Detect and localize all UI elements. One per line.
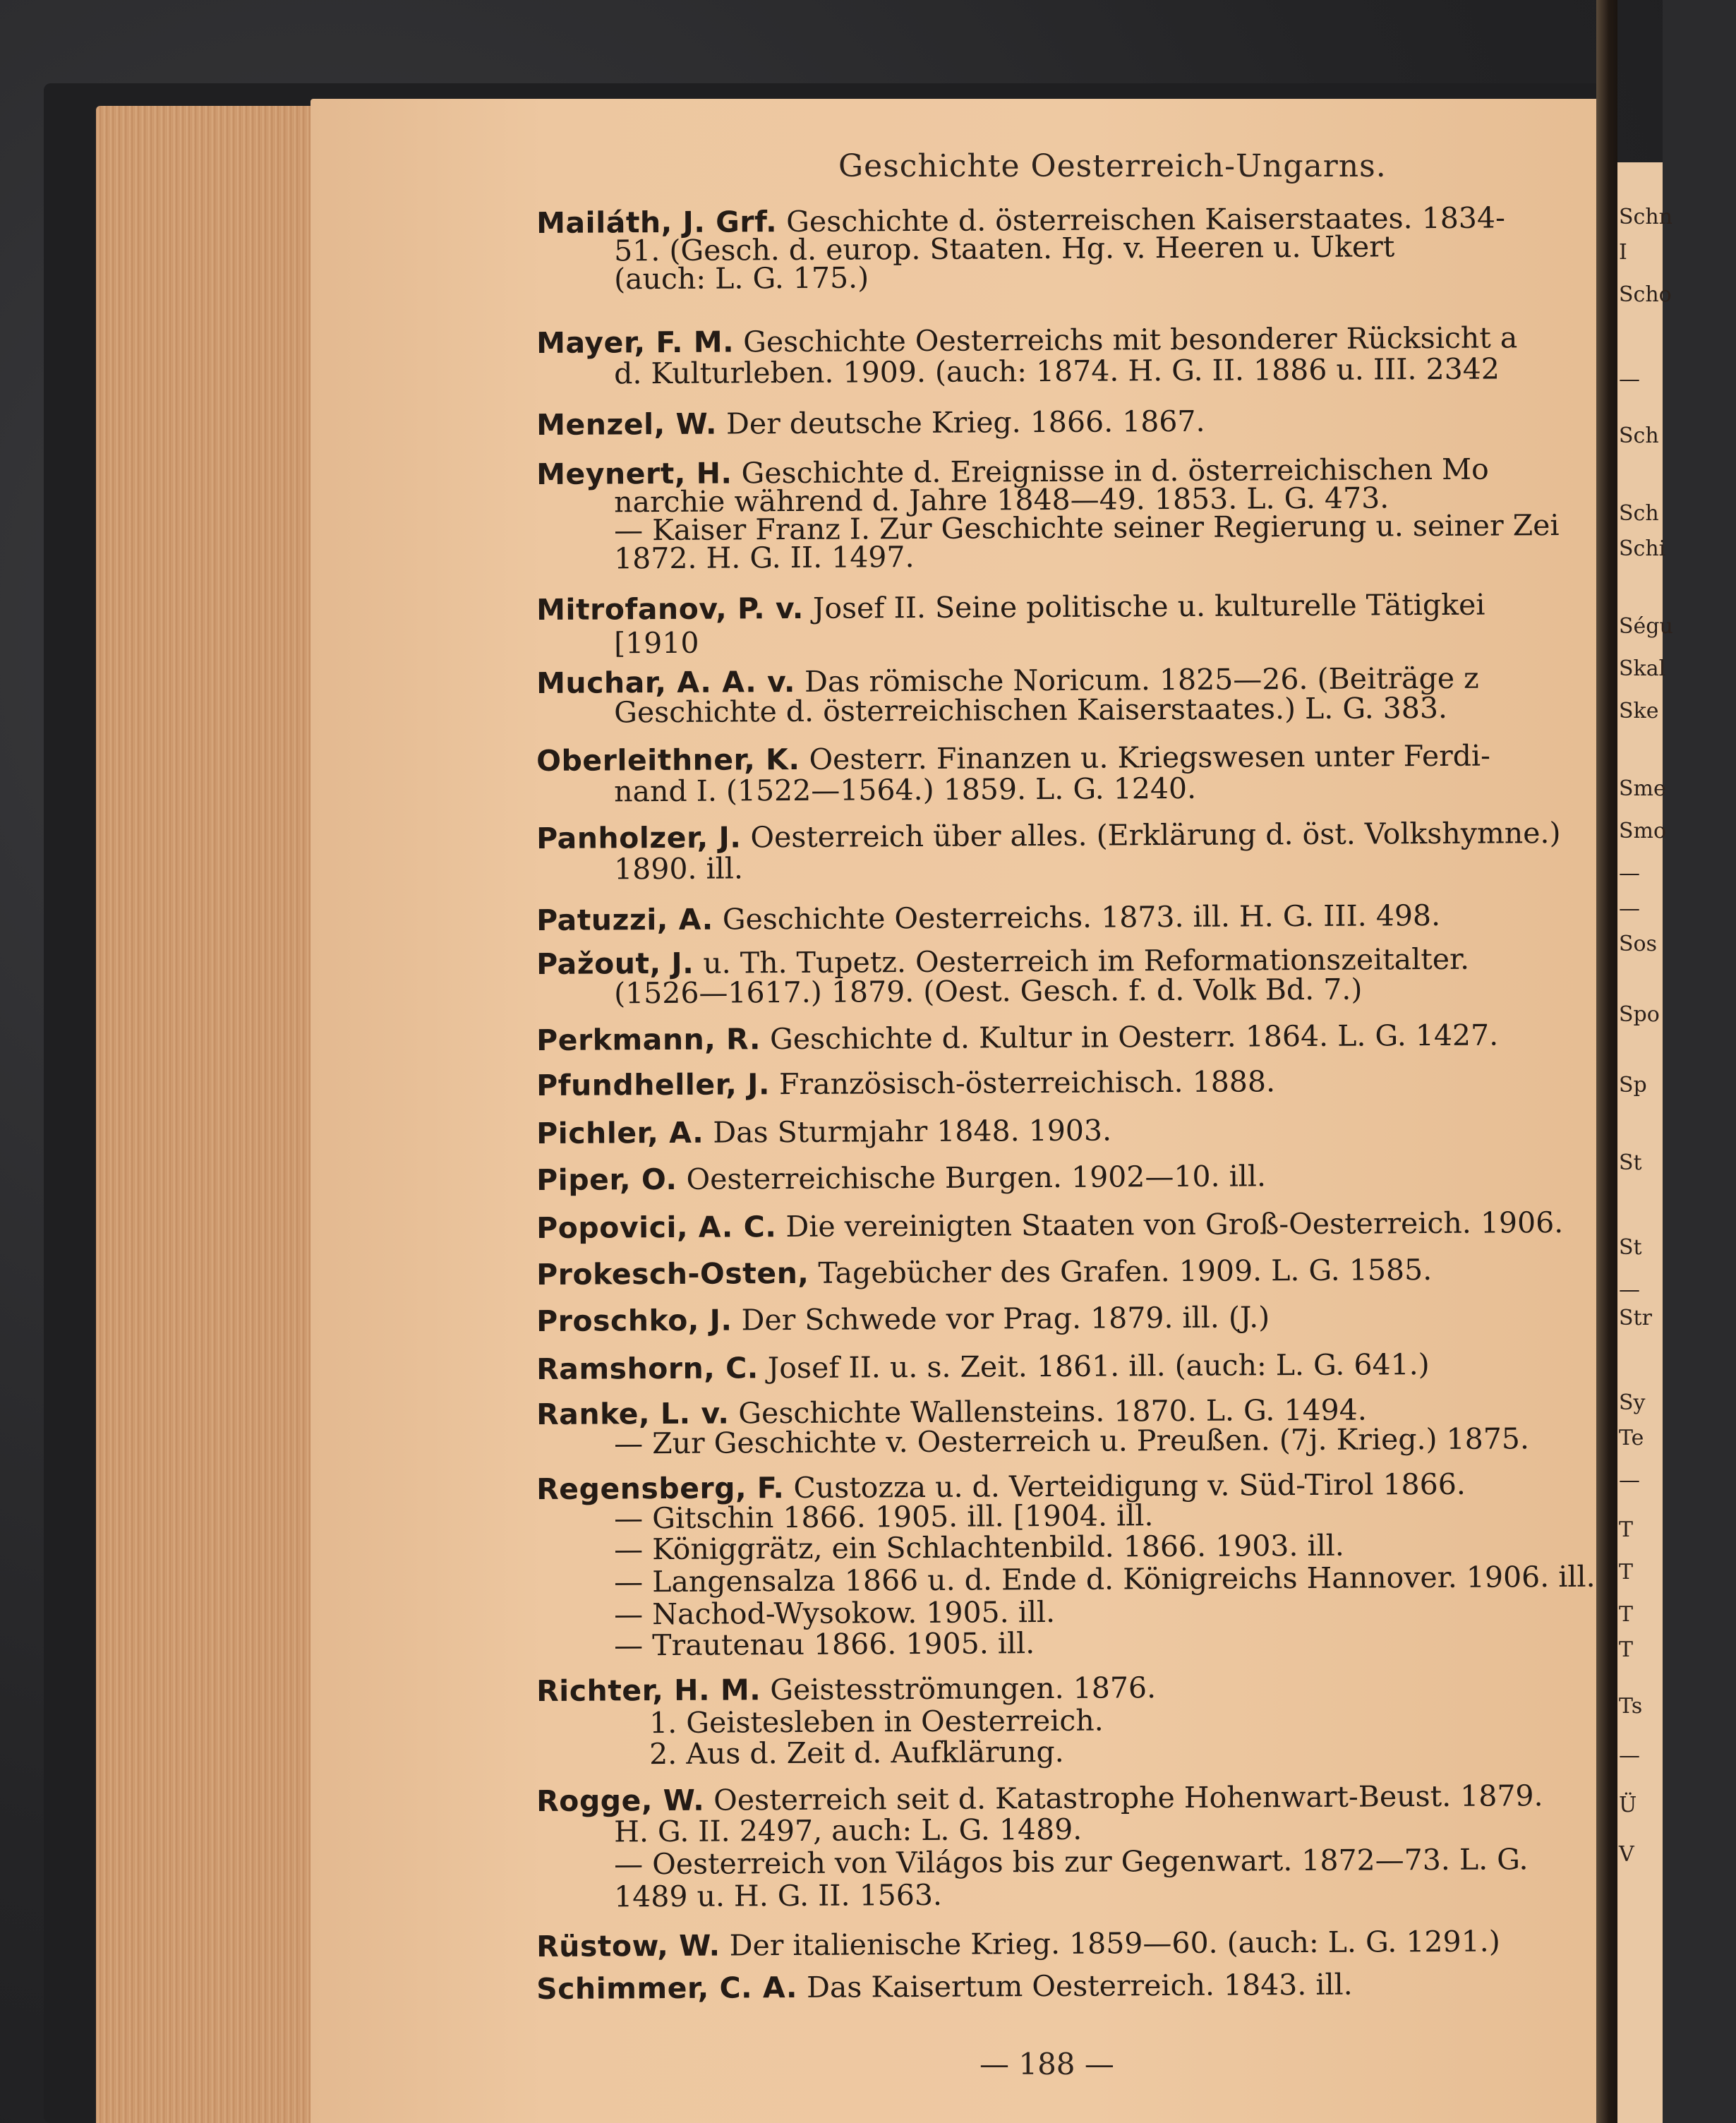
entry-author: Pažout, J. [536, 946, 694, 981]
entry-text: — Gitschin 1866. 1905. ill. [1904. ill. [614, 1498, 1154, 1536]
entry-line [536, 1204, 1623, 1246]
entry-line [536, 1621, 1701, 1664]
entry-text: Der italienische Krieg. 1859—60. (auch: L. G. 1291.) [720, 1924, 1500, 1963]
entry-text: 1. Geistesleben in Oesterreich. [649, 1703, 1104, 1740]
entry-author: Pichler, A. [536, 1115, 704, 1150]
entry-text: narchie während d. Jahre 1848—49. 1853. L. G. 473. [614, 481, 1390, 519]
facing-page-fragment: Sch [1619, 501, 1659, 526]
entry-text: Der deutsche Krieg. 1866. 1867. [716, 404, 1205, 441]
entry-line [536, 255, 1701, 298]
entry-line [536, 619, 1701, 662]
entry-author: Popovici, A. C. [536, 1210, 777, 1245]
entry-text: Custozza u. d. Verteidigung v. Süd-Tirol 1866. [784, 1467, 1466, 1505]
entry-text: Geschichte Oesterreichs. 1873. ill. H. G. III. 498. [713, 898, 1441, 937]
facing-page-fragment: Scho [1619, 282, 1672, 307]
entry-line [536, 1923, 1623, 1965]
facing-page-fragment: T [1619, 1517, 1634, 1542]
facing-page-fragment: St [1619, 1150, 1642, 1175]
entry-text: Geschichte Oesterreichs mit besonderer Rücksicht a [734, 320, 1518, 359]
facing-page-fragment: — [1619, 896, 1640, 921]
entry-line [536, 969, 1701, 1012]
entry-author: Oberleithner, K. [536, 742, 800, 778]
entry-text: — Langensalza 1866 u. d. Ende d. Königreichs Hannover. 1906. ill. [614, 1559, 1596, 1599]
entry-text: Geschichte d. österreichischen Kaiserstaates.) L. G. 383. [614, 690, 1448, 730]
facing-page-fragment: Sy [1619, 1390, 1646, 1415]
entry-text: 1489 u. H. G. II. 1563. [614, 1877, 943, 1914]
facing-page-fragment: Sch [1619, 423, 1659, 448]
facing-page-fragment: — [1619, 861, 1640, 886]
page-number: — 188 — [979, 2047, 1114, 2081]
facing-page-fragment: Schn [1619, 205, 1672, 229]
entry-author: Mailáth, J. Grf. [536, 205, 778, 240]
entry-text: Französisch-österreichisch. 1888. [769, 1064, 1276, 1102]
entry-author: Muchar, A. A. v. [536, 664, 796, 700]
entry-text: Das Kaisertum Oesterreich. 1843. ill. [797, 1967, 1353, 2004]
entry-text: Geistesströmungen. 1876. [761, 1671, 1157, 1707]
facing-page-fragment: Sp [1619, 1073, 1647, 1097]
entry-author: Pfundheller, J. [536, 1067, 771, 1102]
entry-author: Ramshorn, C. [536, 1351, 759, 1386]
entry-author: Rüstow, W. [536, 1928, 721, 1963]
facing-page-fragment: — [1619, 367, 1640, 392]
entry-text: Der Schwede vor Prag. 1879. ill. (J.) [732, 1300, 1270, 1337]
entry-text: Josef II. u. s. Zeit. 1861. ill. (auch: L. G. 641.) [758, 1347, 1430, 1385]
facing-page-fragment: — [1619, 1468, 1640, 1493]
entry-line [536, 1016, 1623, 1059]
entry-text: Geschichte Wallensteins. 1870. L. G. 1494. [729, 1393, 1367, 1431]
entry-text: Oesterr. Finanzen u. Kriegswesen unter Ferdi- [800, 738, 1491, 776]
entry-author: Richter, H. M. [536, 1673, 761, 1708]
entry-text: H. G. II. 2497, auch: L. G. 1489. [614, 1812, 1083, 1849]
entry-author: Patuzzi, A. [536, 902, 713, 937]
entry-text: 2. Aus d. Zeit d. Aufklärung. [649, 1734, 1064, 1772]
facing-page-fragment: Schi [1619, 536, 1666, 561]
entry-line [536, 1109, 1623, 1152]
entry-line [536, 1345, 1623, 1388]
facing-page-fragment: — [1619, 1743, 1640, 1768]
entry-text: Das Sturmjahr 1848. 1903. [704, 1113, 1112, 1150]
entry-line [536, 896, 1623, 939]
entry-author: Proschko, J. [536, 1303, 733, 1338]
entry-text: Geschichte d. Kultur in Oesterr. 1864. L. G. 1427. [760, 1018, 1499, 1057]
facing-page-fragment: Smo [1619, 819, 1667, 843]
facing-page-fragment: Sos [1619, 932, 1658, 956]
entry-text: 1890. ill. [614, 851, 744, 886]
facing-page-fragment: Te [1619, 1426, 1644, 1450]
entry-text: Geschichte d. Ereignisse in d. österreichischen Mo [732, 452, 1489, 491]
entry-line [536, 349, 1701, 392]
facing-page-fragment: T [1619, 1637, 1634, 1662]
entry-line [536, 845, 1701, 888]
entry-line [536, 1062, 1623, 1104]
entry-text: Die vereinigten Staaten von Groß-Oesterreich. 1906. [776, 1205, 1564, 1244]
facing-page-fragment: V [1619, 1842, 1634, 1867]
entry-line [536, 1872, 1701, 1915]
entry-author: Mayer, F. M. [536, 325, 735, 360]
facing-page-fragment: Str [1619, 1306, 1652, 1330]
entry-line [536, 1730, 1736, 1773]
facing-page-fragment: St [1619, 1235, 1642, 1260]
entry-text: nand I. (1522—1564.) 1859. L. G. 1240. [614, 771, 1197, 809]
bibliography-entries [536, 200, 1609, 2011]
entry-text: Geschichte d. österreischen Kaiserstaates. 1834- [777, 200, 1506, 239]
entry-text: Das römische Noricum. 1825—26. (Beiträge z [795, 661, 1479, 699]
entry-line [536, 767, 1701, 810]
entry-author: Schimmer, C. A. [536, 1970, 798, 2006]
entry-text: — Nachod-Wysokow. 1905. ill. [614, 1594, 1056, 1632]
entry-line [536, 401, 1623, 443]
entry-author: Ranke, L. v. [536, 1396, 730, 1431]
entry-text: Josef II. Seine politische u. kulturelle Tätigkei [803, 587, 1485, 625]
entry-line [536, 1965, 1623, 2007]
entry-line [536, 1419, 1701, 1462]
entry-line [536, 1156, 1623, 1198]
entry-text: — Oesterreich von Világos bis zur Gegenwart. 1872—73. L. G. [614, 1842, 1529, 1882]
entry-text: Oesterreich seit d. Katastrophe Hohenwart-Beust. 1879. [704, 1779, 1543, 1817]
entry-author: Regensberg, F. [536, 1471, 785, 1506]
facing-page-fragment: — [1619, 1277, 1640, 1302]
entry-line [536, 1297, 1623, 1340]
facing-page-fragment: T [1619, 1560, 1634, 1584]
entry-author: Mitrofanov, P. v. [536, 591, 804, 627]
facing-page-fragment: Sme [1619, 776, 1666, 801]
entry-text: [1910 [614, 625, 699, 661]
facing-page-fragment: T [1619, 1602, 1634, 1627]
facing-page-fragment: I [1619, 240, 1627, 265]
entry-author: Perkmann, R. [536, 1022, 761, 1057]
facing-page-fragment: Spo [1619, 1002, 1660, 1027]
entry-text: Oesterreichische Burgen. 1902—10. ill. [677, 1159, 1267, 1196]
facing-page-fragment: Ü [1619, 1793, 1637, 1817]
entry-text: — Kaiser Franz I. Zur Geschichte seiner Regierung u. seiner Zei [614, 508, 1560, 548]
entry-author: Rogge, W. [536, 1783, 705, 1818]
entry-text: (1526—1617.) 1879. (Oest. Gesch. f. d. Volk Bd. 7.) [614, 972, 1363, 1011]
entry-text: u. Th. Tupetz. Oesterreich im Reformationszeitalter. [694, 942, 1470, 980]
entry-author: Prokesch-Osten, [536, 1256, 809, 1292]
entry-text: Tagebücher des Grafen. 1909. L. G. 1585. [809, 1253, 1433, 1290]
entry-text: d. Kulturleben. 1909. (auch: 1874. H. G. II. 1886 u. III. 2342 [614, 351, 1500, 391]
entry-text: 1872. H. G. II. 1497. [614, 540, 915, 576]
facing-page-fragment: Ségu [1619, 614, 1673, 639]
entry-text: — Trautenau 1866. 1905. ill. [614, 1626, 1035, 1663]
facing-page-fragment: Ts [1619, 1694, 1643, 1719]
facing-page-fragment: Ske [1619, 699, 1659, 723]
entry-text: 51. (Gesch. d. europ. Staaten. Hg. v. Heeren u. Ukert [614, 229, 1395, 268]
entry-author: Piper, O. [536, 1162, 677, 1197]
facing-page-fragment: Skal [1619, 656, 1666, 681]
entry-author: Meynert, H. [536, 456, 733, 491]
running-head: Geschichte Oesterreich-Ungarns. [838, 148, 1387, 184]
entry-text: — Königgrätz, ein Schlachtenbild. 1866. 1903. ill. [614, 1528, 1345, 1567]
entry-author: Menzel, W. [536, 407, 718, 442]
entry-text: Oesterreich über alles. (Erklärung d. öst. Volkshymne.) [741, 816, 1561, 855]
entry-text: (auch: L. G. 175.) [614, 260, 869, 296]
entry-line [536, 534, 1701, 577]
entry-line [536, 1251, 1623, 1293]
entry-line [536, 688, 1701, 731]
entry-text: — Zur Geschichte v. Oesterreich u. Preußen. (7j. Krieg.) 1875. [614, 1421, 1530, 1461]
entry-author: Panholzer, J. [536, 820, 742, 855]
